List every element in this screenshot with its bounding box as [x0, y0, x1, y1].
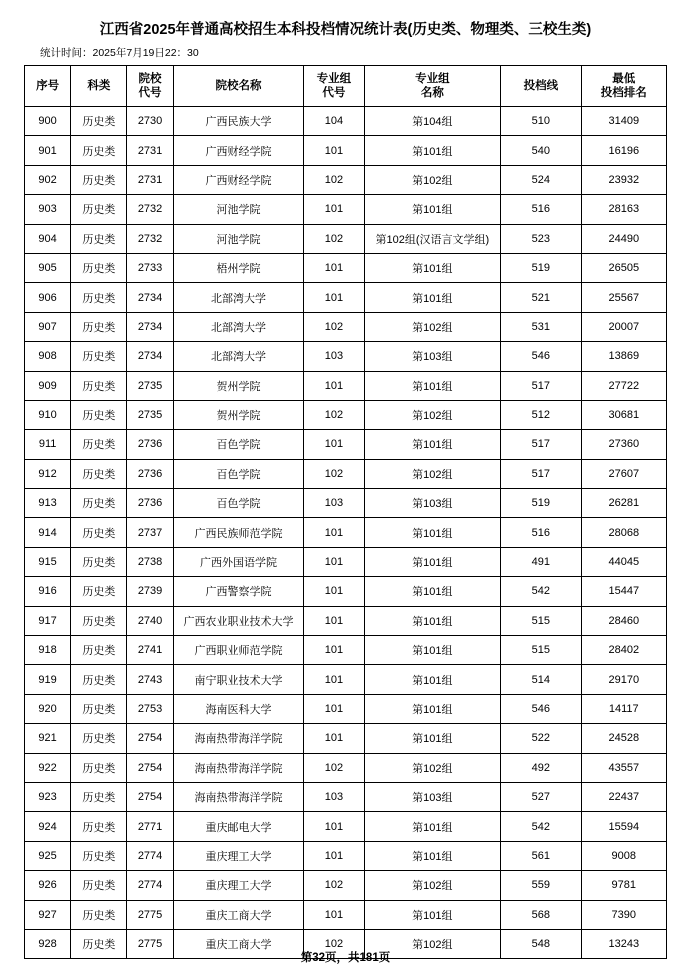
- cell-group-name: 第102组(汉语言文学组): [364, 224, 501, 253]
- cell-index: 903: [25, 195, 71, 224]
- cell-group-code: 101: [304, 547, 364, 576]
- cell-group-code: 101: [304, 812, 364, 841]
- cell-score-line: 517: [501, 430, 581, 459]
- cell-group-code: 104: [304, 107, 364, 136]
- cell-school-code: 2774: [127, 871, 173, 900]
- header-label-line1: 专业组: [316, 72, 352, 85]
- cell-school-code: 2734: [127, 342, 173, 371]
- cell-lowest-rank: 13243: [581, 929, 666, 958]
- header-label-line2: 投档排名: [600, 87, 647, 99]
- column-header-school-code: [127, 66, 173, 107]
- cell-school-code: 2775: [127, 929, 173, 958]
- cell-group-code: 102: [304, 165, 364, 194]
- cell-index: 913: [25, 489, 71, 518]
- cell-index: 908: [25, 342, 71, 371]
- cell-group-name: 第101组: [364, 430, 501, 459]
- column-header-score-line: [501, 66, 581, 107]
- table-row: [25, 900, 667, 929]
- cell-school-name: 北部湾大学: [173, 283, 304, 312]
- cell-index: 914: [25, 518, 71, 547]
- cell-category: 历史类: [71, 547, 127, 576]
- cell-lowest-rank: 23932: [581, 165, 666, 194]
- cell-school-name: 重庆理工大学: [173, 871, 304, 900]
- header-label: 序号: [36, 79, 60, 92]
- table-row: [25, 871, 667, 900]
- cell-group-name: 第101组: [364, 371, 501, 400]
- cell-category: 历史类: [71, 782, 127, 811]
- cell-school-name: 重庆工商大学: [173, 929, 304, 958]
- cell-school-name: 海南热带海洋学院: [173, 782, 304, 811]
- cell-lowest-rank: 24528: [581, 724, 666, 753]
- cell-category: 历史类: [71, 694, 127, 723]
- table-body: [25, 107, 667, 959]
- cell-group-name: 第101组: [364, 606, 501, 635]
- cell-score-line: 516: [501, 195, 581, 224]
- column-header-lowest-rank: [581, 66, 666, 107]
- header-label: 投档线: [523, 79, 559, 92]
- cell-group-name: 第102组: [364, 459, 501, 488]
- cell-lowest-rank: 26281: [581, 489, 666, 518]
- cell-lowest-rank: 28402: [581, 636, 666, 665]
- cell-category: 历史类: [71, 724, 127, 753]
- cell-lowest-rank: 13869: [581, 342, 666, 371]
- cell-score-line: 524: [501, 165, 581, 194]
- cell-school-code: 2736: [127, 459, 173, 488]
- cell-index: 902: [25, 165, 71, 194]
- cell-index: 927: [25, 900, 71, 929]
- cell-school-code: 2774: [127, 841, 173, 870]
- cell-group-name: 第101组: [364, 547, 501, 576]
- header-label-line1: 院校: [138, 72, 162, 85]
- cell-index: 910: [25, 400, 71, 429]
- cell-group-code: 102: [304, 929, 364, 958]
- cell-group-code: 101: [304, 253, 364, 282]
- cell-score-line: 516: [501, 518, 581, 547]
- table-row: [25, 400, 667, 429]
- cell-category: 历史类: [71, 195, 127, 224]
- cell-category: 历史类: [71, 871, 127, 900]
- cell-school-code: 2754: [127, 782, 173, 811]
- table-row: [25, 371, 667, 400]
- cell-school-code: 2740: [127, 606, 173, 635]
- page-title: 江西省2025年普通高校招生本科投档情况统计表(历史类、物理类、三校生类): [99, 22, 592, 38]
- cell-group-name: 第101组: [364, 518, 501, 547]
- cell-index: 912: [25, 459, 71, 488]
- cell-index: 925: [25, 841, 71, 870]
- cell-category: 历史类: [71, 812, 127, 841]
- cell-group-name: 第103组: [364, 782, 501, 811]
- cell-lowest-rank: 15447: [581, 577, 666, 606]
- cell-score-line: 561: [501, 841, 581, 870]
- cell-lowest-rank: 44045: [581, 547, 666, 576]
- cell-index: 928: [25, 929, 71, 958]
- cell-category: 历史类: [71, 400, 127, 429]
- cell-score-line: 540: [501, 136, 581, 165]
- cell-category: 历史类: [71, 489, 127, 518]
- cell-index: 901: [25, 136, 71, 165]
- table-row: [25, 636, 667, 665]
- cell-index: 918: [25, 636, 71, 665]
- stat-time: 统计时间：2025年7月19日22：30: [40, 47, 199, 59]
- cell-category: 历史类: [71, 136, 127, 165]
- cell-score-line: 492: [501, 753, 581, 782]
- cell-index: 917: [25, 606, 71, 635]
- cell-group-name: 第102组: [364, 312, 501, 341]
- cell-school-name: 北部湾大学: [173, 312, 304, 341]
- cell-lowest-rank: 28460: [581, 606, 666, 635]
- cell-school-name: 重庆邮电大学: [173, 812, 304, 841]
- cell-score-line: 546: [501, 694, 581, 723]
- cell-group-code: 102: [304, 871, 364, 900]
- cell-school-name: 广西农业职业技术大学: [173, 606, 304, 635]
- cell-lowest-rank: 9008: [581, 841, 666, 870]
- cell-lowest-rank: 25567: [581, 283, 666, 312]
- cell-group-name: 第101组: [364, 841, 501, 870]
- cell-index: 923: [25, 782, 71, 811]
- cell-lowest-rank: 20007: [581, 312, 666, 341]
- cell-school-code: 2753: [127, 694, 173, 723]
- table-row: [25, 430, 667, 459]
- cell-group-name: 第103组: [364, 489, 501, 518]
- cell-school-code: 2734: [127, 312, 173, 341]
- cell-group-name: 第102组: [364, 753, 501, 782]
- cell-school-name: 广西警察学院: [173, 577, 304, 606]
- table-row: [25, 665, 667, 694]
- cell-score-line: 515: [501, 636, 581, 665]
- cell-lowest-rank: 27722: [581, 371, 666, 400]
- table-row: [25, 459, 667, 488]
- cell-group-name: 第101组: [364, 195, 501, 224]
- cell-group-code: 102: [304, 459, 364, 488]
- column-header-group-code: [304, 66, 364, 107]
- cell-score-line: 559: [501, 871, 581, 900]
- cell-group-code: 101: [304, 195, 364, 224]
- cell-score-line: 515: [501, 606, 581, 635]
- cell-score-line: 546: [501, 342, 581, 371]
- table-row: [25, 107, 667, 136]
- cell-score-line: 519: [501, 489, 581, 518]
- cell-category: 历史类: [71, 430, 127, 459]
- cell-school-name: 重庆工商大学: [173, 900, 304, 929]
- cell-school-name: 海南热带海洋学院: [173, 753, 304, 782]
- cell-lowest-rank: 27607: [581, 459, 666, 488]
- table-header-row: [25, 66, 667, 107]
- cell-group-code: 101: [304, 900, 364, 929]
- cell-school-code: 2771: [127, 812, 173, 841]
- cell-lowest-rank: 26505: [581, 253, 666, 282]
- cell-score-line: 514: [501, 665, 581, 694]
- cell-group-name: 第101组: [364, 724, 501, 753]
- cell-school-code: 2736: [127, 430, 173, 459]
- cell-score-line: 512: [501, 400, 581, 429]
- cell-school-code: 2737: [127, 518, 173, 547]
- cell-lowest-rank: 15594: [581, 812, 666, 841]
- cell-category: 历史类: [71, 224, 127, 253]
- cell-group-code: 101: [304, 518, 364, 547]
- cell-school-name: 北部湾大学: [173, 342, 304, 371]
- cell-school-code: 2731: [127, 165, 173, 194]
- header-label-line2: 代号: [322, 87, 346, 99]
- cell-school-code: 2730: [127, 107, 173, 136]
- table-row: [25, 283, 667, 312]
- cell-group-code: 101: [304, 283, 364, 312]
- cell-index: 911: [25, 430, 71, 459]
- cell-group-name: 第101组: [364, 577, 501, 606]
- header-label-line2: 名称: [420, 87, 444, 99]
- table-row: [25, 812, 667, 841]
- cell-lowest-rank: 24490: [581, 224, 666, 253]
- table-row: [25, 577, 667, 606]
- cell-group-code: 102: [304, 224, 364, 253]
- table-row: [25, 724, 667, 753]
- cell-category: 历史类: [71, 518, 127, 547]
- cell-group-code: 103: [304, 342, 364, 371]
- cell-group-name: 第102组: [364, 929, 501, 958]
- cell-category: 历史类: [71, 459, 127, 488]
- cell-school-name: 广西民族大学: [173, 107, 304, 136]
- table-row: [25, 489, 667, 518]
- cell-lowest-rank: 30681: [581, 400, 666, 429]
- cell-index: 920: [25, 694, 71, 723]
- cell-score-line: 510: [501, 107, 581, 136]
- table-row: [25, 547, 667, 576]
- table-row: [25, 518, 667, 547]
- cell-group-name: 第104组: [364, 107, 501, 136]
- cell-lowest-rank: 43557: [581, 753, 666, 782]
- cell-score-line: 522: [501, 724, 581, 753]
- cell-school-name: 广西外国语学院: [173, 547, 304, 576]
- cell-category: 历史类: [71, 841, 127, 870]
- cell-group-name: 第101组: [364, 283, 501, 312]
- cell-group-name: 第101组: [364, 665, 501, 694]
- cell-category: 历史类: [71, 900, 127, 929]
- cell-index: 906: [25, 283, 71, 312]
- cell-group-name: 第102组: [364, 165, 501, 194]
- cell-school-name: 海南热带海洋学院: [173, 724, 304, 753]
- cell-lowest-rank: 16196: [581, 136, 666, 165]
- column-header-group-name: [364, 66, 501, 107]
- cell-index: 904: [25, 224, 71, 253]
- cell-category: 历史类: [71, 165, 127, 194]
- cell-index: 909: [25, 371, 71, 400]
- cell-group-name: 第101组: [364, 636, 501, 665]
- cell-school-name: 百色学院: [173, 489, 304, 518]
- cell-school-code: 2732: [127, 224, 173, 253]
- cell-score-line: 542: [501, 577, 581, 606]
- table-row: [25, 224, 667, 253]
- cell-school-name: 百色学院: [173, 430, 304, 459]
- cell-category: 历史类: [71, 577, 127, 606]
- cell-lowest-rank: 31409: [581, 107, 666, 136]
- cell-group-name: 第101组: [364, 136, 501, 165]
- cell-score-line: 568: [501, 900, 581, 929]
- table-row: [25, 606, 667, 635]
- cell-school-code: 2735: [127, 371, 173, 400]
- cell-school-code: 2733: [127, 253, 173, 282]
- cell-group-code: 101: [304, 841, 364, 870]
- cell-school-code: 2754: [127, 724, 173, 753]
- cell-group-code: 101: [304, 371, 364, 400]
- cell-lowest-rank: 28068: [581, 518, 666, 547]
- column-header-index: [25, 66, 71, 107]
- table-row: [25, 782, 667, 811]
- table-row: [25, 312, 667, 341]
- cell-score-line: 548: [501, 929, 581, 958]
- cell-score-line: 517: [501, 371, 581, 400]
- cell-lowest-rank: 14117: [581, 694, 666, 723]
- cell-index: 926: [25, 871, 71, 900]
- cell-category: 历史类: [71, 253, 127, 282]
- cell-score-line: 519: [501, 253, 581, 282]
- cell-score-line: 517: [501, 459, 581, 488]
- table-row: [25, 165, 667, 194]
- cell-category: 历史类: [71, 312, 127, 341]
- cell-school-code: 2736: [127, 489, 173, 518]
- cell-group-name: 第102组: [364, 400, 501, 429]
- cell-school-code: 2738: [127, 547, 173, 576]
- cell-score-line: 542: [501, 812, 581, 841]
- cell-index: 907: [25, 312, 71, 341]
- cell-category: 历史类: [71, 371, 127, 400]
- cell-school-name: 河池学院: [173, 224, 304, 253]
- cell-lowest-rank: 28163: [581, 195, 666, 224]
- cell-group-code: 102: [304, 312, 364, 341]
- cell-category: 历史类: [71, 606, 127, 635]
- cell-group-name: 第101组: [364, 900, 501, 929]
- cell-score-line: 531: [501, 312, 581, 341]
- cell-index: 921: [25, 724, 71, 753]
- table-row: [25, 694, 667, 723]
- cell-school-name: 广西财经学院: [173, 165, 304, 194]
- cell-group-code: 103: [304, 782, 364, 811]
- cell-school-name: 广西民族师范学院: [173, 518, 304, 547]
- cell-category: 历史类: [71, 283, 127, 312]
- cell-school-code: 2743: [127, 665, 173, 694]
- page-footer: 第32页，共181页: [300, 952, 391, 964]
- column-header-school-name: [173, 66, 304, 107]
- admission-table: [24, 65, 667, 959]
- cell-school-name: 广西财经学院: [173, 136, 304, 165]
- cell-group-code: 101: [304, 577, 364, 606]
- cell-group-name: 第103组: [364, 342, 501, 371]
- cell-score-line: 523: [501, 224, 581, 253]
- cell-group-code: 101: [304, 724, 364, 753]
- cell-school-name: 海南医科大学: [173, 694, 304, 723]
- cell-group-name: 第101组: [364, 812, 501, 841]
- header-label: 科类: [87, 79, 111, 92]
- cell-group-code: 101: [304, 606, 364, 635]
- cell-school-name: 贺州学院: [173, 400, 304, 429]
- cell-school-name: 百色学院: [173, 459, 304, 488]
- cell-index: 916: [25, 577, 71, 606]
- cell-group-code: 101: [304, 430, 364, 459]
- header-label-line2: 代号: [138, 87, 162, 99]
- table-row: [25, 136, 667, 165]
- cell-school-code: 2732: [127, 195, 173, 224]
- cell-lowest-rank: 27360: [581, 430, 666, 459]
- cell-school-code: 2731: [127, 136, 173, 165]
- cell-score-line: 527: [501, 782, 581, 811]
- cell-school-code: 2739: [127, 577, 173, 606]
- cell-school-code: 2735: [127, 400, 173, 429]
- cell-category: 历史类: [71, 636, 127, 665]
- cell-school-name: 梧州学院: [173, 253, 304, 282]
- cell-category: 历史类: [71, 753, 127, 782]
- cell-group-code: 101: [304, 665, 364, 694]
- cell-lowest-rank: 9781: [581, 871, 666, 900]
- cell-category: 历史类: [71, 342, 127, 371]
- cell-group-code: 102: [304, 753, 364, 782]
- cell-index: 915: [25, 547, 71, 576]
- cell-group-code: 101: [304, 694, 364, 723]
- cell-school-code: 2775: [127, 900, 173, 929]
- cell-group-code: 103: [304, 489, 364, 518]
- cell-group-code: 101: [304, 136, 364, 165]
- header-label: 院校名称: [215, 79, 262, 92]
- cell-category: 历史类: [71, 929, 127, 958]
- cell-school-code: 2734: [127, 283, 173, 312]
- cell-group-code: 101: [304, 636, 364, 665]
- cell-school-code: 2741: [127, 636, 173, 665]
- table-row: [25, 841, 667, 870]
- cell-school-name: 河池学院: [173, 195, 304, 224]
- cell-school-name: 南宁职业技术大学: [173, 665, 304, 694]
- table-row: [25, 342, 667, 371]
- cell-index: 905: [25, 253, 71, 282]
- column-header-category: [71, 66, 127, 107]
- cell-group-name: 第101组: [364, 253, 501, 282]
- cell-lowest-rank: 7390: [581, 900, 666, 929]
- cell-school-name: 重庆理工大学: [173, 841, 304, 870]
- cell-school-name: 广西职业师范学院: [173, 636, 304, 665]
- table-row: [25, 195, 667, 224]
- cell-group-name: 第102组: [364, 871, 501, 900]
- cell-score-line: 491: [501, 547, 581, 576]
- cell-index: 924: [25, 812, 71, 841]
- cell-group-code: 102: [304, 400, 364, 429]
- table-row: [25, 253, 667, 282]
- cell-index: 922: [25, 753, 71, 782]
- cell-group-name: 第101组: [364, 694, 501, 723]
- cell-index: 919: [25, 665, 71, 694]
- cell-category: 历史类: [71, 665, 127, 694]
- table-row: [25, 753, 667, 782]
- cell-school-code: 2754: [127, 753, 173, 782]
- cell-lowest-rank: 22437: [581, 782, 666, 811]
- cell-category: 历史类: [71, 107, 127, 136]
- cell-lowest-rank: 29170: [581, 665, 666, 694]
- cell-school-name: 贺州学院: [173, 371, 304, 400]
- header-label-line1: 最低: [612, 72, 636, 85]
- cell-index: 900: [25, 107, 71, 136]
- header-label-line1: 专业组: [415, 72, 450, 85]
- cell-score-line: 521: [501, 283, 581, 312]
